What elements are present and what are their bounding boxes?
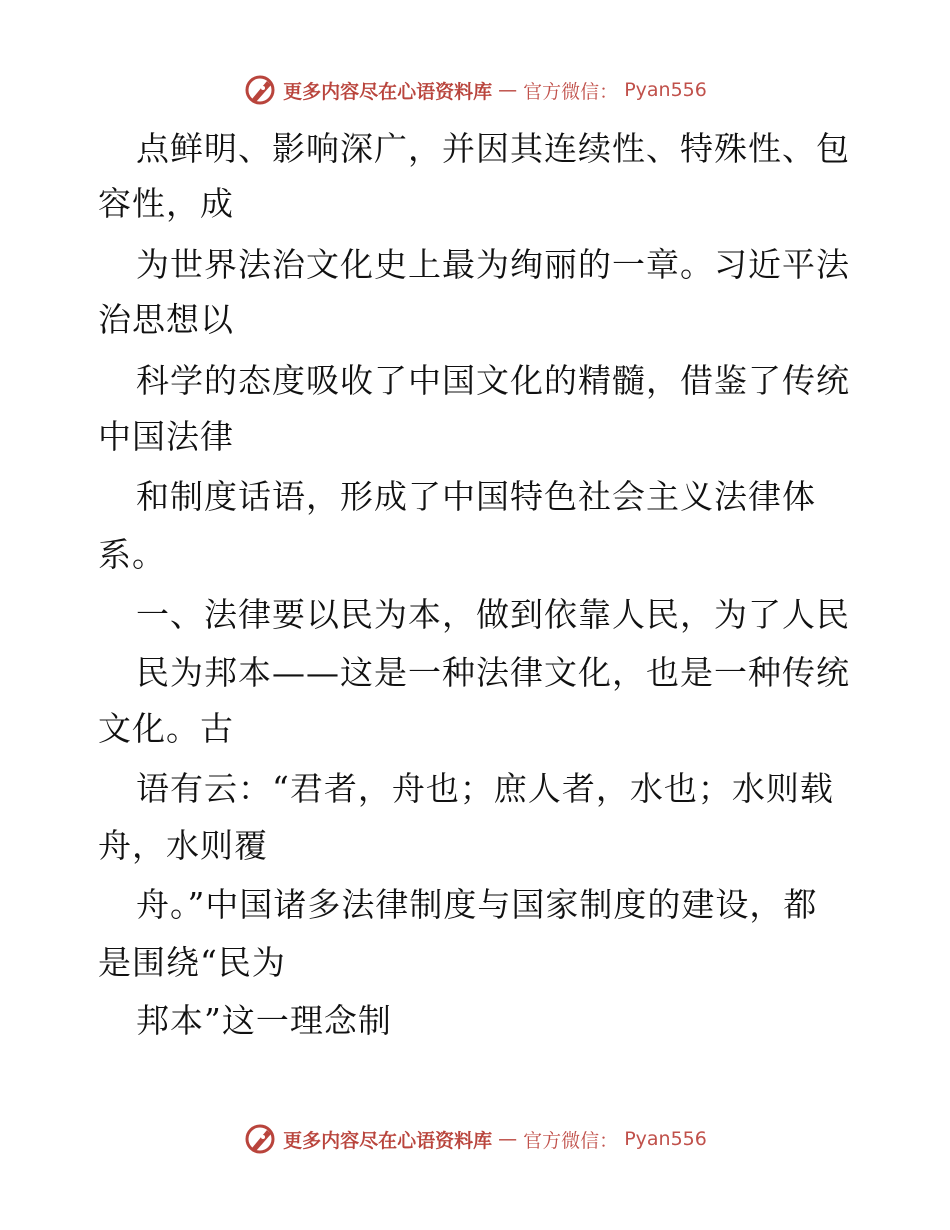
text-line: 舟，水则覆 (98, 826, 268, 865)
text-line: 一、法律要以民为本，做到依靠人民，为了人民 (136, 595, 850, 634)
header-banner (0, 70, 950, 110)
text-line: 是围绕“民为 (98, 943, 286, 982)
text-line: 为世界法治文化史上最为绚丽的一章。习近平法 (136, 245, 850, 284)
text-line: 语有云：“君者，舟也；庶人者，水也；水则载 (136, 769, 834, 808)
text-line: 容性，成 (98, 184, 234, 223)
banner-contact-label: 官方微信： (523, 1129, 619, 1152)
banner-contact-id: Pyan556 (624, 79, 707, 101)
banner-title: 更多内容尽在心语资料库 (283, 1129, 493, 1152)
banner-title: 更多内容尽在心语资料库 (283, 80, 493, 103)
banner-contact-id: Pyan556 (624, 1128, 707, 1150)
text-line: 科学的态度吸收了中国文化的精髓，借鉴了传统 (136, 361, 850, 400)
pen-nib-logo-icon (243, 1122, 277, 1156)
pen-nib-logo-icon (243, 73, 277, 107)
text-line: 舟。”中国诸多法律制度与国家制度的建设，都 (136, 885, 818, 924)
text-line: 和制度话语，形成了中国特色社会主义法律体 (136, 477, 816, 516)
text-line: 治思想以 (98, 300, 234, 339)
banner-separator: — (498, 79, 518, 101)
banner-contact-label: 官方微信： (523, 80, 619, 103)
text-line: 点鲜明、影响深广，并因其连续性、特殊性、包 (136, 129, 850, 168)
text-line: 文化。古 (98, 709, 234, 748)
text-line: 邦本”这一理念制 (136, 1001, 392, 1040)
footer-banner (0, 1119, 950, 1159)
text-line: 中国法律 (98, 417, 234, 456)
banner-separator: — (498, 1128, 518, 1150)
text-line: 系。 (98, 535, 166, 574)
text-line: 民为邦本——这是一种法律文化，也是一种传统 (136, 653, 850, 692)
